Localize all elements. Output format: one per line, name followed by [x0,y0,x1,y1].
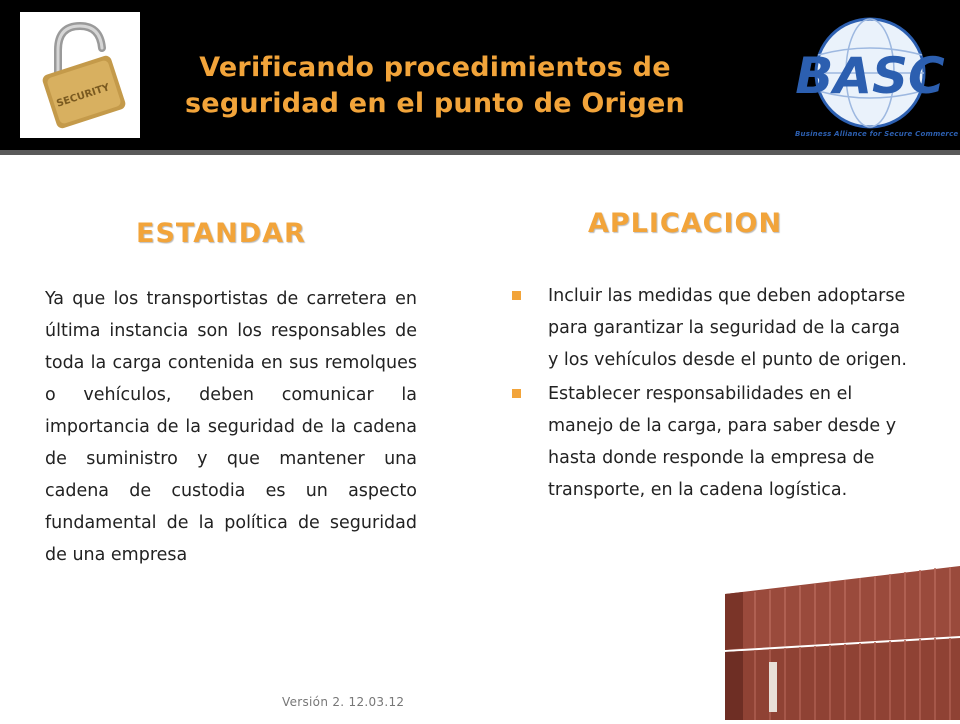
basc-caption: Business Alliance for Secure Commerce [795,130,959,138]
aplicacion-list [512,280,912,508]
padlock-icon [20,12,140,138]
version-footer: Versión 2. 12.03.12 [282,695,405,709]
header-bar [0,0,960,150]
globe-logo-icon [780,15,950,135]
header-divider [0,150,960,155]
padlock-image [20,12,140,138]
containers-icon [725,566,960,720]
basc-logo [780,15,959,145]
shipping-containers-image [725,566,960,720]
list-item-text: Incluir las medidas que deben adoptarse para garantizar la seguridad de la carga y los vehículos desde el punto de origen. [548,286,907,370]
padlock-engraving: SECURITY [55,82,112,110]
estandar-heading: ESTANDAR [136,218,306,249]
list-item [512,280,912,376]
aplicacion-heading: APLICACION [588,208,783,239]
estandar-body: Ya que los transportistas de carretera en última instancia son los responsables de toda la carga contenida en sus remolques o vehículos, deben comunicar la importancia de la seguridad de la cadena de suministro y que mantener una cadena de custodia es un aspecto fundamental de la política de seguridad de una empresa [45,289,417,565]
list-item [512,378,912,506]
basc-wordmark: BASC [795,47,945,105]
square-bullet-icon [512,291,521,300]
page-title: Verificando procedimientos de seguridad en el punto de Origen [185,52,685,119]
list-item-text: Establecer responsabilidades en el manejo de la carga, para saber desde y hasta donde responde la empresa de transporte, en la cadena logística. [548,384,897,500]
square-bullet-icon [512,389,521,398]
